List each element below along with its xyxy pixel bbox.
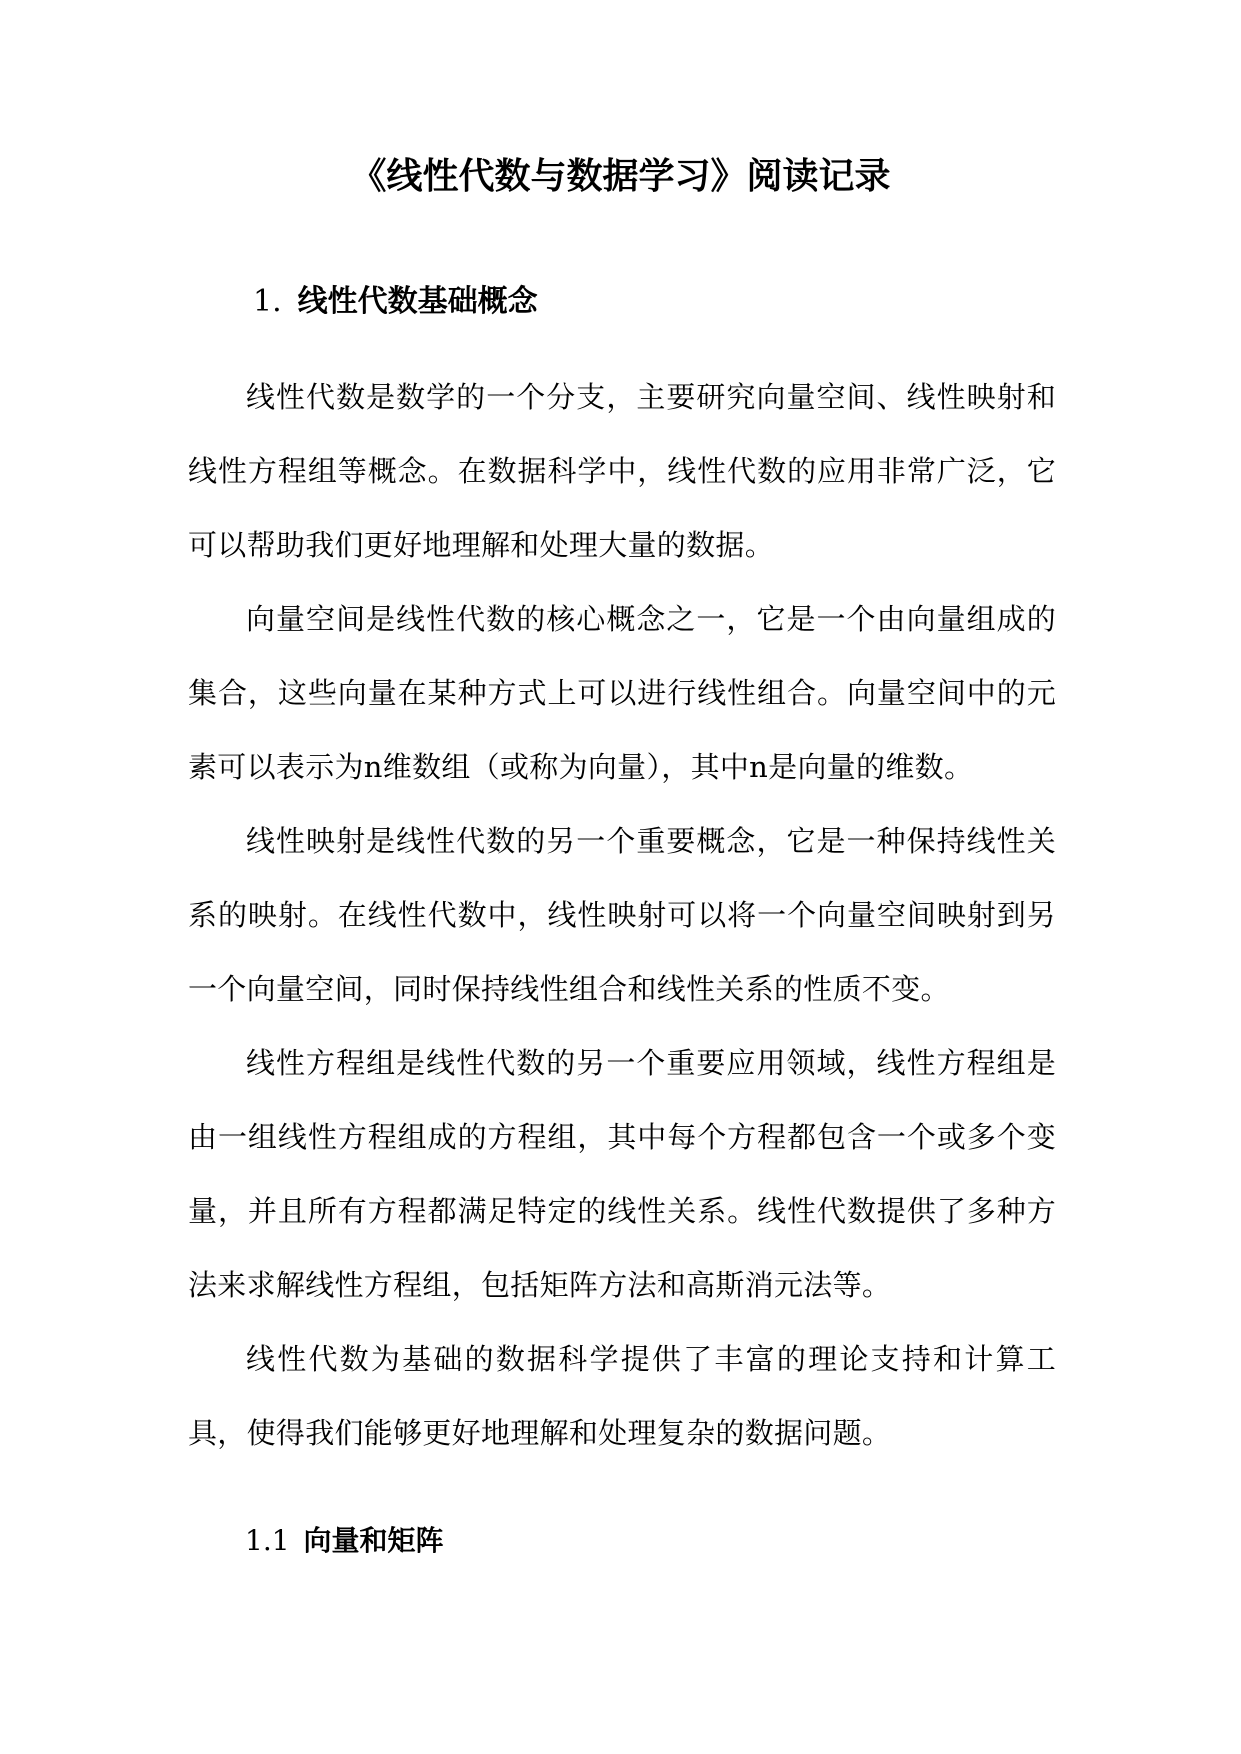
- section-heading: [253, 280, 538, 324]
- subsection-heading: [245, 1520, 444, 1562]
- paragraph: 线性方程组是线性代数的另一个重要应用领域，线性方程组是由一组线性方程组成的方程组，其中每个方程都包含一个或多个变量，并且所有方程都满足特定的线性关系。线性代数提供了多种方法来求解线性方程组，包括矩阵方法和高斯消元法等。: [188, 1046, 1056, 1302]
- document-title: 《线性代数与数据学习》阅读记录: [350, 155, 891, 197]
- paragraph: 线性代数是数学的一个分支，主要研究向量空间、线性映射和线性方程组等概念。在数据科学中，线性代数的应用非常广泛，它可以帮助我们更好地理解和处理大量的数据。: [188, 380, 1056, 562]
- paragraph: 线性映射是线性代数的另一个重要概念，它是一种保持线性关系的映射。在线性代数中，线性映射可以将一个向量空间映射到另一个向量空间，同时保持线性组合和线性关系的性质不变。: [188, 824, 1056, 1006]
- body-text: [188, 360, 1056, 1470]
- section-title: 线性代数基础概念: [297, 284, 538, 319]
- section-number: 1.: [253, 284, 282, 319]
- paragraph: 向量空间是线性代数的核心概念之一，它是一个由向量组成的集合，这些向量在某种方式上可以进行线性组合。向量空间中的元素可以表示为n维数组（或称为向量），其中n是向量的维数。: [188, 602, 1056, 784]
- paragraph: 线性代数为基础的数据科学提供了丰富的理论支持和计算工具，使得我们能够更好地理解和处理复杂的数据问题。: [188, 1342, 1056, 1450]
- subsection-title: 向量和矩阵: [303, 1524, 444, 1557]
- subsection-number: 1.1: [245, 1524, 290, 1557]
